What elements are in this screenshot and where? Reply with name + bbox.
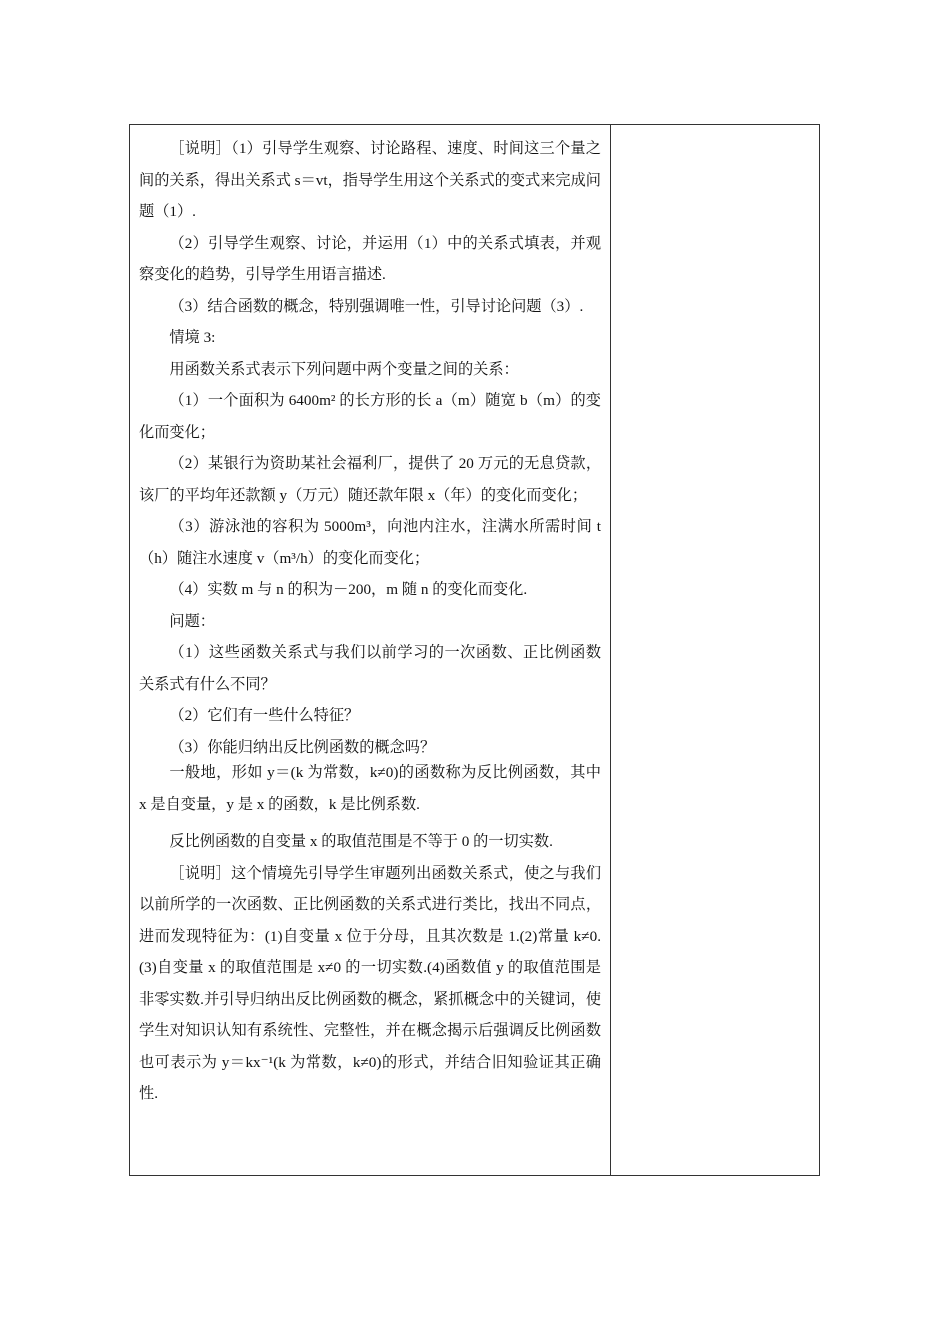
scenario-heading: 情境 3: xyxy=(169,329,216,346)
summary-note-paragraph: ［说明］这个情境先引导学生审题列出函数关系式，使之与我们以前所学的一次函数、正比例函数的关系式进行类比，找出不同点，进而发现特征为：(1)自变量 x 位于分母，且其次数是 1.(2)常量 k≠0.(3)自变量 x 的取值范围是 x≠0 的一切实数.(4)函数值 y 的取值范围是非零实数.并引导归纳出反比例函数的概念，紧抓概念中的关键词，使学生对知识认知有系统性、完整性，并在概念揭示后强调反比例函数也可表示为 y＝kx⁻¹(k 为常数，k≠0)的形式，并结合旧知验证其正确性. xyxy=(139,864,601,1102)
scenario-intro: 用函数关系式表示下列问题中两个变量之间的关系： xyxy=(169,360,519,378)
side-notes-cell xyxy=(611,125,819,1175)
problem-2: （2）某银行为资助某社会福利厂，提供了 20 万元的无息贷款，该厂的平均年还款额 y（万元）随还款年限 x（年）的变化而变化； xyxy=(139,455,601,504)
note-paragraph-1: ［说明］（1）引导学生观察、讨论路程、速度、时间这三个量之间的关系，得出关系式 s＝vt，指导学生用这个关系式的变式来完成问题（1）. xyxy=(139,140,601,220)
definition-paragraph: 一般地，形如 y＝(k 为常数，k≠0)的函数称为反比例函数，其中 x 是自变量，y 是 x 的函数，k 是比例系数. xyxy=(139,764,601,813)
problem-3: （3）游泳池的容积为 5000m³，向池内注水，注满水所需时间 t（h）随注水速度 v（m³/h）的变化而变化； xyxy=(139,518,601,567)
question-1: （1）这些函数关系式与我们以前学习的一次函数、正比例函数关系式有什么不同？ xyxy=(139,644,601,693)
question-3: （3）你能归纳出反比例函数的概念吗？ xyxy=(169,738,436,756)
note-paragraph-2: （2）引导学生观察、讨论，并运用（1）中的关系式填表，并观察变化的趋势，引导学生用语言描述. xyxy=(139,234,601,283)
problem-4: （4）实数 m 与 n 的积为－200，m 随 n 的变化而变化. xyxy=(169,581,528,598)
lesson-table xyxy=(129,124,820,1176)
problem-1: （1）一个面积为 6400m² 的长方形的长 a（m）随宽 b（m）的变化而变化； xyxy=(139,392,601,441)
question-2: （2）它们有一些什么特征？ xyxy=(169,707,360,724)
note-paragraph-3: （3）结合函数的概念，特别强调唯一性，引导讨论问题（3）. xyxy=(169,297,584,315)
main-content-cell xyxy=(139,133,601,1110)
domain-paragraph: 反比例函数的自变量 x 的取值范围是不等于 0 的一切实数. xyxy=(169,833,553,850)
questions-heading: 问题： xyxy=(169,612,215,630)
